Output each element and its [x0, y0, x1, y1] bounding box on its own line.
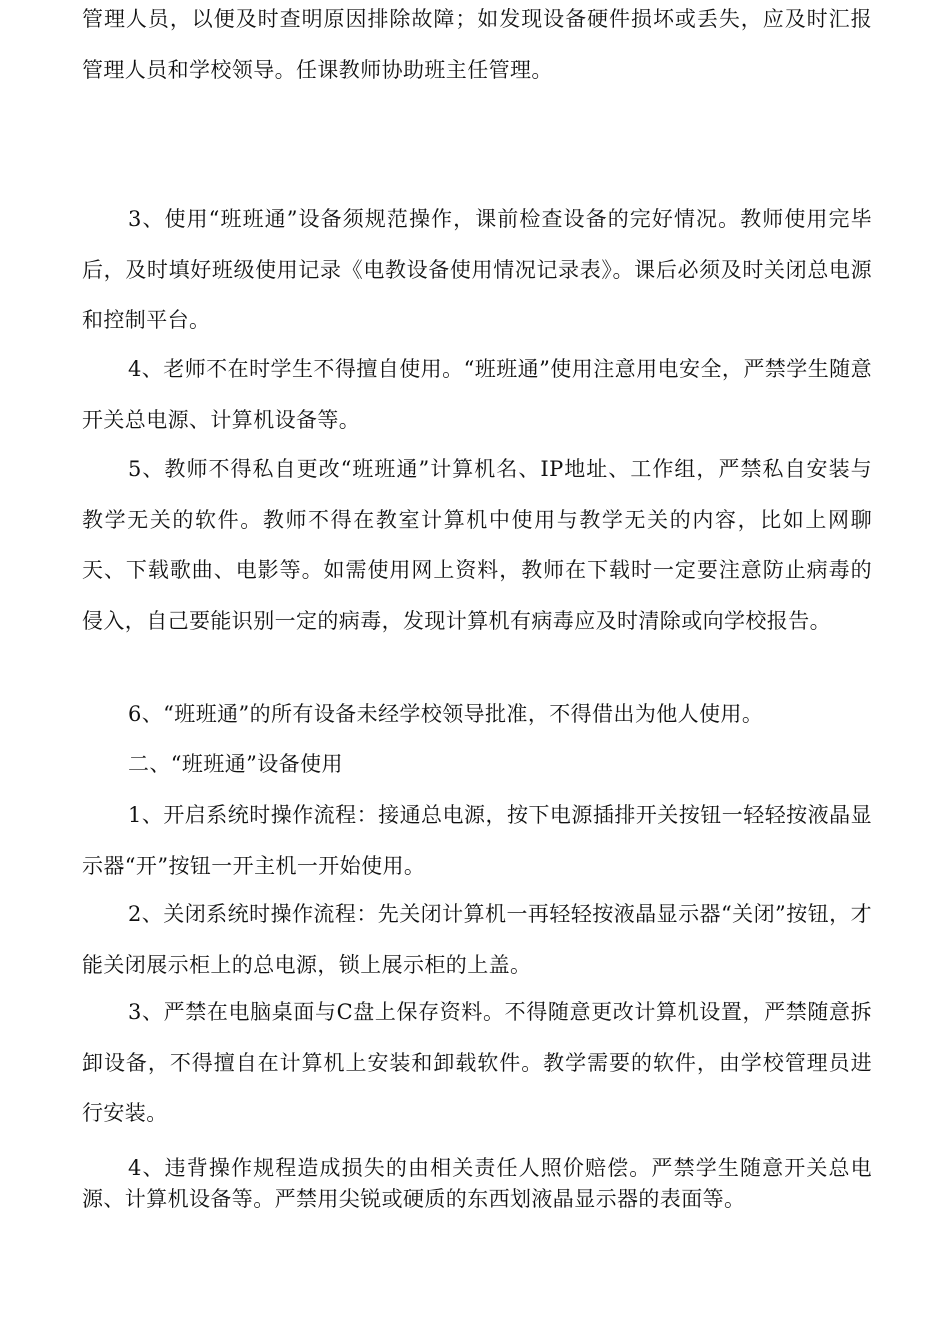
paragraph-usage-1: 1、开启系统时操作流程：接通总电源，按下电源插排开关按钮一轻轻按液晶显示器“开”按钮一开主机一开始使用。 — [82, 803, 872, 878]
paragraph-item-3: 3、使用“班班通”设备须规范操作，课前检查设备的完好情况。教师使用完毕后，及时填好班级使用记录《电教设备使用情况记录表》。课后必须及时关闭总电源和控制平台。 — [82, 207, 872, 332]
paragraph-usage-4: 4、违背操作规程造成损失的由相关责任人照价赔偿。严禁学生随意开关总电源、计算机设备等。严禁用尖锐或硬质的东西划液晶显示器的表面等。 — [82, 1156, 872, 1211]
paragraph-item-5: 5、教师不得私自更改“班班通”计算机名、IP地址、工作组，严禁私自安装与教学无关的软件。教师不得在教室计算机中使用与教学无关的内容，比如上网聊天、下载歌曲、电影等。如需使用网上资料，教师在下载时一定要注意防止病毒的侵入，自己要能识别一定的病毒，发现计算机有病毒应及时清除或向学校报告。 — [82, 457, 872, 633]
paragraph-usage-3: 3、严禁在电脑桌面与C盘上保存资料。不得随意更改计算机设置，严禁随意拆卸设备，不得擅自在计算机上安装和卸载软件。教学需要的软件，由学校管理员进行安装。 — [82, 1000, 872, 1125]
paragraph-usage-2: 2、关闭系统时操作流程：先关闭计算机一再轻轻按液晶显示器“关闭”按钮，才能关闭展示柜上的总电源，锁上展示柜的上盖。 — [82, 902, 872, 977]
section-heading: 二、“班班通”设备使用 — [128, 752, 343, 776]
paragraph-item-4: 4、老师不在时学生不得擅自使用。“班班通”使用注意用电安全，严禁学生随意开关总电源、计算机设备等。 — [82, 357, 872, 432]
paragraph-item-6: 6、“班班通”的所有设备未经学校领导批准，不得借出为他人使用。 — [128, 702, 764, 726]
paragraph-continuation: 管理人员，以便及时查明原因排除故障；如发现设备硬件损坏或丢失，应及时汇报管理人员和学校领导。任课教师协助班主任管理。 — [82, 7, 872, 82]
